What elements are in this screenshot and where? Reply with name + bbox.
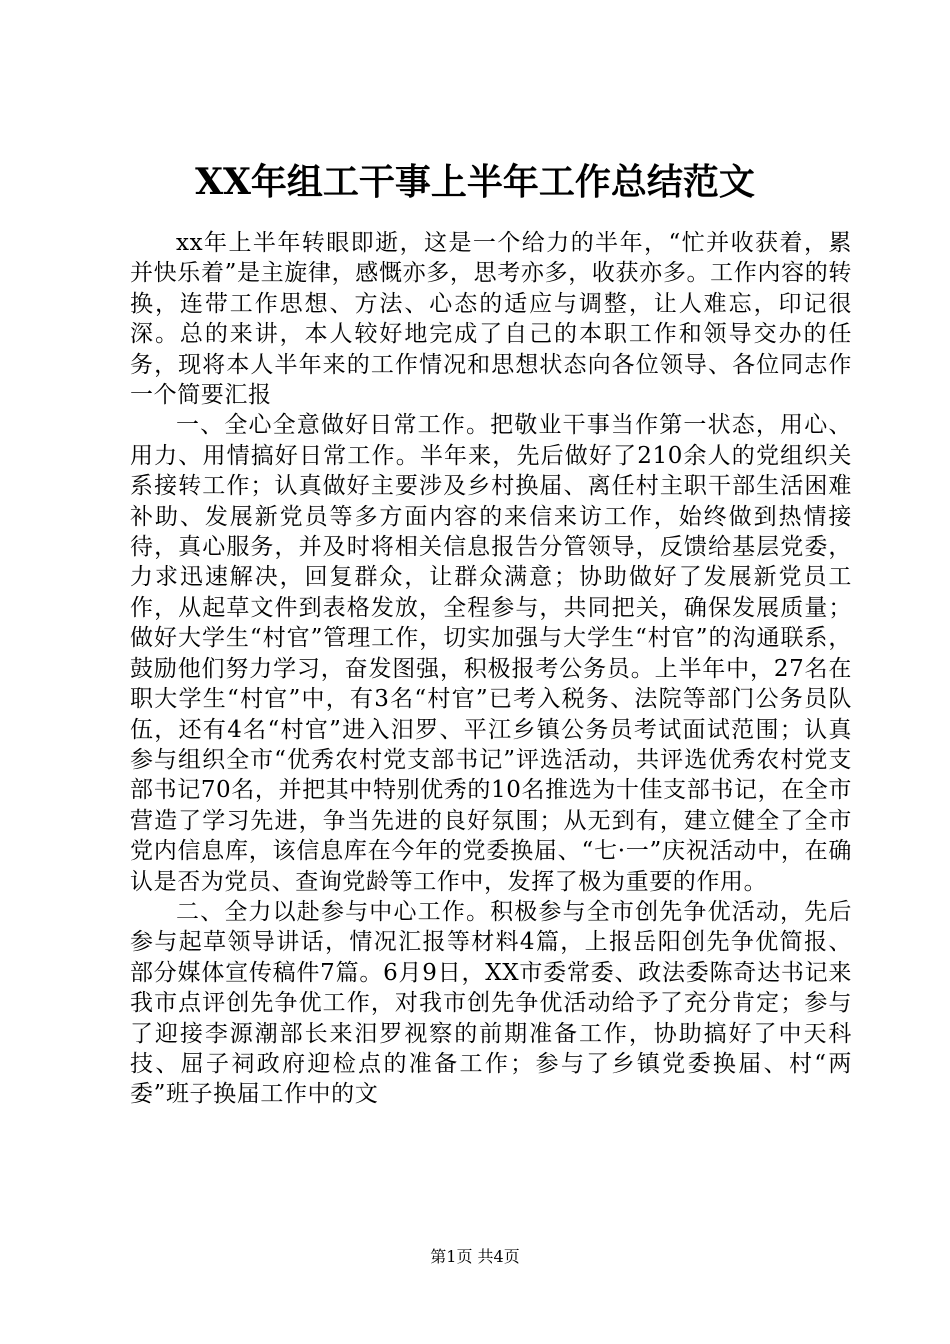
document-title: XX年组工干事上半年工作总结范文 (195, 161, 755, 203)
document-body (130, 228, 852, 1110)
paragraph-central-work: 二、全力以赴参与中心工作。积极参与全市创先争优活动，先后参与起草领导讲话，情况汇报等材料4篇，上报岳阳创先争优简报、部分媒体宣传稿件7篇。6月9日，XX市委常委、政法委陈奇达书记来我市点评创先争优工作，对我市创先争优活动给予了充分肯定；参与了迎接李源潮部长来汨罗视察的前期准备工作，协助搞好了中天科技、屈子祠政府迎检点的准备工作；参与了乡镇党委换届、村“两委”班子换届工作中的文 (130, 898, 852, 1108)
paragraph-intro: xx年上半年转眼即逝，这是一个给力的半年，“忙并收获着，累并快乐着”是主旋律，感慨亦多，思考亦多，收获亦多。工作内容的转换，连带工作思想、方法、心态的适应与调整，让人难忘，印记很深。总的来讲，本人较好地完成了自己的本职工作和领导交办的任务，现将本人半年来的工作情况和思想状态向各位领导、各位同志作一个简要汇报 (130, 230, 852, 409)
paragraph-daily-work: 一、全心全意做好日常工作。把敬业干事当作第一状态，用心、用力、用情搞好日常工作。半年来，先后做好了210余人的党组织关系接转工作；认真做好主要涉及乡村换届、离任村主职干部生活困难补助、发展新党员等多方面内容的来信来访工作，始终做到热情接待，真心服务，并及时将相关信息报告分管领导，反馈给基层党委，力求迅速解决，回复群众，让群众满意；协助做好了发展新党员工作，从起草文件到表格发放，全程参与，共同把关，确保发展质量；做好大学生“村官”管理工作，切实加强与大学生“村官”的沟通联系，鼓励他们努力学习，奋发图强，积极报考公务员。上半年中，27名在职大学生“村官”中，有3名“村官”已考入税务、法院等部门公务员队伍，还有4名“村官”进入汨罗、平江乡镇公务员考试面试范围；认真参与组织全市“优秀农村党支部书记”评选活动，共评选优秀农村党支部书记70名，并把其中特别优秀的10名推选为十佳支部书记，在全市营造了学习先进，争当先进的良好氛围；从无到有，建立健全了全市党内信息库，该信息库在今年的党委换届、“七·一”庆祝活动中，在确认是否为党员、查询党龄等工作中，发挥了极为重要的作用。 (130, 412, 852, 895)
page-footer: 第1页 共4页 (430, 1247, 520, 1266)
